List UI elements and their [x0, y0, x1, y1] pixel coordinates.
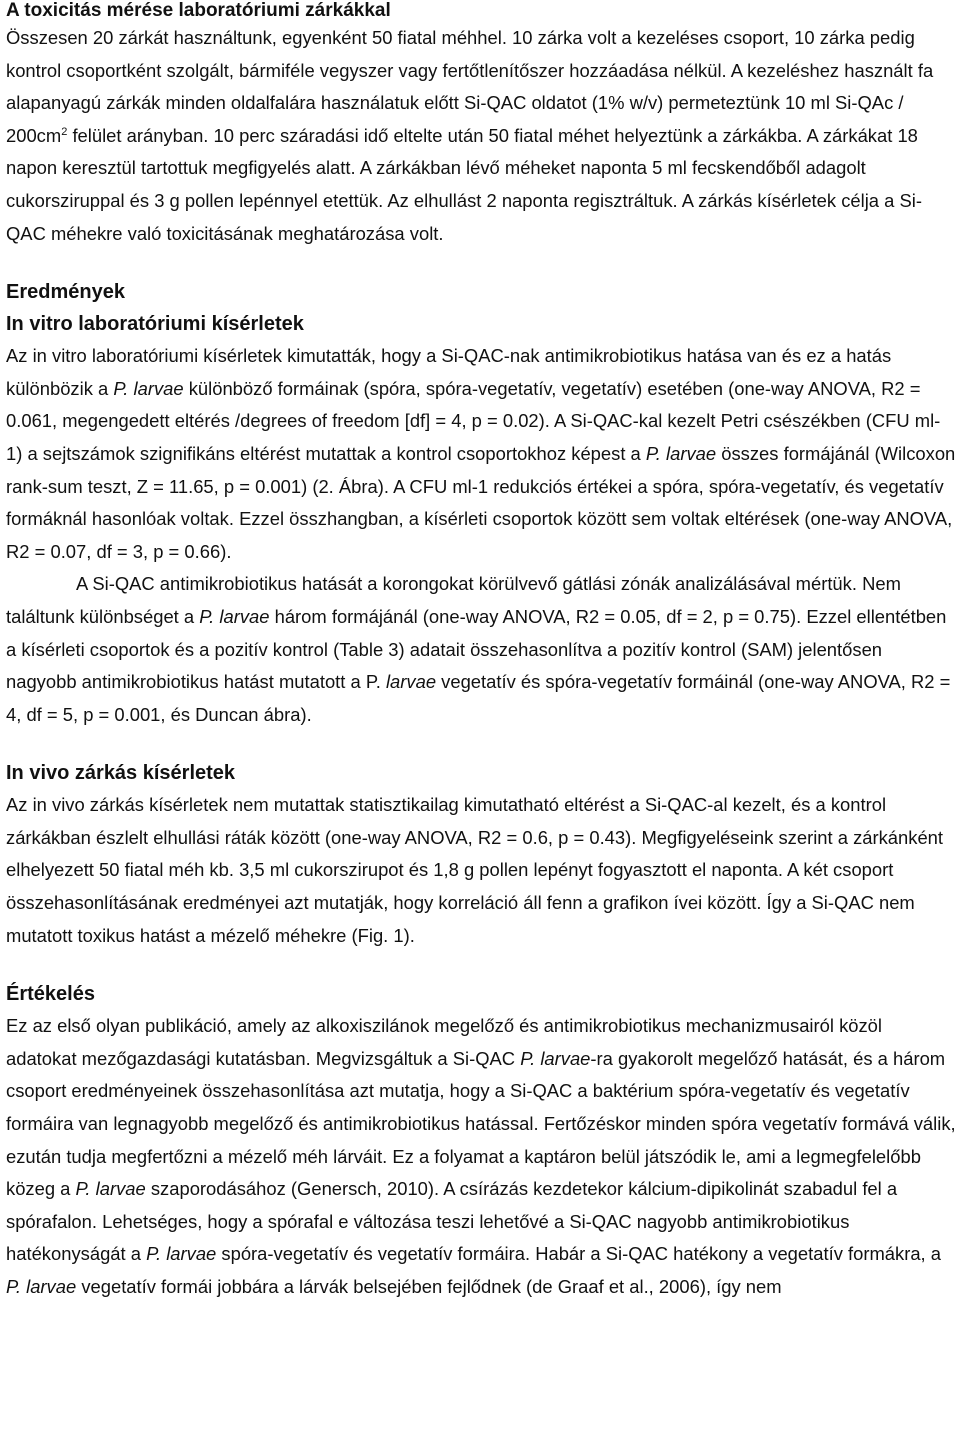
invivo-paragraph: Az in vivo zárkás kísérletek nem mutattak statisztikailag kimutatható eltérést a Si-QAC-al kezelt, és a kontrol zárkákban észlelt elhullási ráták között (one-way ANOVA, R2 = 0.6, p = 0.43). Megfigyeléseink szerint a zárkánként elhelyezett 50 fiatal méh kb. 3,5 ml cukorszirupot és 1,8 g pollen lepényt fogyasztott el naponta. A két csoport összehasonlításának eredményei azt mutatják, hogy korreláció áll fenn a grafikon ívei között. Így a Si-QAC nem mutatott toxikus hatást a mézelő méhekre (Fig. 1). — [6, 794, 944, 946]
evaluation-text-b: -ra gyakorolt megelőző hatását, és a három csoport eredményeinek összehasonlítása azt mutatja, hogy a Si-QAC a baktérium spóra-vegetatív és vegetatív formáira van legnagyobb megelőző és antimikrobiotikus hatással. Fertőzéskor minden spóra vegetatív formává válik, ezután tudja megfertőzni a mézelő méh lárváit. Ez a folyamat a kaptáron belül játszódik le, ami a legmegfelelőbb közeg a — [6, 1047, 956, 1200]
evaluation-text-c: szaporodásához (Genersch, 2010). A csírázás kezdetekor kálcium-dipikolinát szabadul fel a spórafalon. Lehetséges, hogy a spórafal e változása teszi lehetővé a Si-QAC nagyobb antimikrobiotikus hatékonyságát a — [6, 1178, 898, 1265]
species-name: P. larvae — [520, 1047, 591, 1069]
species-name: P. larvae — [6, 1276, 77, 1297]
document-title: A toxicitás mérése laboratóriumi zárkákkal — [6, 0, 391, 21]
evaluation-paragraph — [6, 1010, 956, 1303]
species-name: P. larvae — [75, 1178, 146, 1200]
invitro-p2-text-a: A Si-QAC antimikrobiotikus hatását a korongokat körülvevő gátlási zónák analizálásával mértük. Nem találtunk különbséget a — [6, 573, 901, 627]
evaluation-text-a: Ez az első olyan publikáció, amely az alkoxiszilánok megelőző és antimikrobiotikus mechanizmusairól közöl adatokat mezőgazdasági kutatásban. Megvizsgáltuk a Si-QAC — [6, 1015, 882, 1069]
invitro-p1-text-c: különböző formáinak (spóra, spóra-vegetatív, vegetatív) esetében (one-way ANOVA, R2 = 0.061, megengedett eltérés /degrees of freedom [df] = 4, p = 0.02). A Si-QAC-kal kezelt Petri csészékben (CFU ml-1) a sejtszámok szignifikáns eltérést mutattak a kontrol csoportokhoz képest a — [6, 377, 941, 464]
species-name: larvae — [385, 671, 437, 693]
invitro-heading: In vitro laboratóriumi kísérletek — [6, 313, 304, 336]
invitro-paragraph-2 — [6, 568, 956, 731]
species-genus: P. — [199, 605, 215, 627]
invitro-p1-text-a: Az in vitro laboratóriumi kísérletek kimutatták, hogy a Si-QAC-nak antimikrobiotikus hatása van és ez a hatás különbözik a — [6, 345, 892, 399]
evaluation-heading: Értékelés — [6, 983, 95, 1006]
evaluation-text-d: spóra-vegetatív és vegetatív formáira. Habár a Si-QAC hatékony a vegetatív formákra, a — [216, 1243, 942, 1265]
invivo-heading: In vivo zárkás kísérletek — [6, 762, 236, 785]
superscript-two: 2 — [61, 125, 68, 138]
results-heading: Eredmények — [6, 281, 125, 304]
methods-text-b: felület arányban. 10 perc száradási idő eltelte után 50 fiatal méhet helyeztünk a zárkákba. A zárkákat 18 napon keresztül tartottuk megfigyelés alatt. A zárkákban lévő méheket naponta 5 ml fecskendőből adagolt cukorsziruppal és 3 g pollen lepénnyel etettük. Az elhullást 2 naponta regisztráltuk. A zárkás kísérletek célja a Si-QAC méhekre való toxicitásának meghatározása volt. — [6, 124, 922, 244]
invitro-p2-text-c: három formájánál (one-way ANOVA, R2 = 0.05, df = 2, p = 0.75). Ezzel ellentétben a kísérleti csoportok és a pozitív kontrol (Table 3) adatait összehasonlítva a pozitív kontrol (SAM) jelentősen nagyobb antimikrobiotikus hatást mutatott a P. — [6, 605, 947, 693]
species-genus: P. — [113, 377, 129, 399]
species-name: larvae — [219, 605, 270, 627]
methods-text-a: Összesen 20 zárkát használtunk, egyenként 50 fiatal méhhel. 10 zárka volt a kezeléses csoport, 10 zárka pedig kontrol csoportként szolgált, bármiféle vegyszer vagy fertőtlenítőszer hozzáadása nélkül. A kezeléshez használt fa alapanyagú zárkák minden oldalfalára használatuk előtt Si-QAC oldatot (1% w/v) permeteztünk 10 ml Si-QAc / 200cm — [6, 27, 934, 146]
species-genus: P. — [645, 442, 661, 464]
species-name: larvae — [666, 442, 717, 464]
species-name: larvae — [133, 377, 184, 399]
invitro-paragraph-1 — [6, 340, 956, 568]
species-name: P. larvae — [146, 1243, 217, 1265]
evaluation-text-e: vegetatív formái jobbára a lárvák belsejében fejlődnek (de Graaf et al., 2006), így nem — [76, 1276, 782, 1297]
invitro-p1-text-e: összes formájánál (Wilcoxon rank-sum teszt, Z = 11.65, p = 0.001) (2. Ábra). A CFU ml-1 redukciós értékei a spóra, spóra-vegetatív, és vegetatív formáknál hasonlóak voltak. Ezzel összhangban, a kísérleti csoportok között sem voltak eltérések (one-way ANOVA, R2 = 0.07, df = 3, p = 0.66). — [6, 442, 956, 562]
methods-paragraph — [6, 22, 956, 250]
invitro-p2-text-d: vegetatív és spóra-vegetatív formáinál (one-way ANOVA, R2 = 4, df = 5, p = 0.001, és Duncan ábra). — [6, 671, 951, 725]
